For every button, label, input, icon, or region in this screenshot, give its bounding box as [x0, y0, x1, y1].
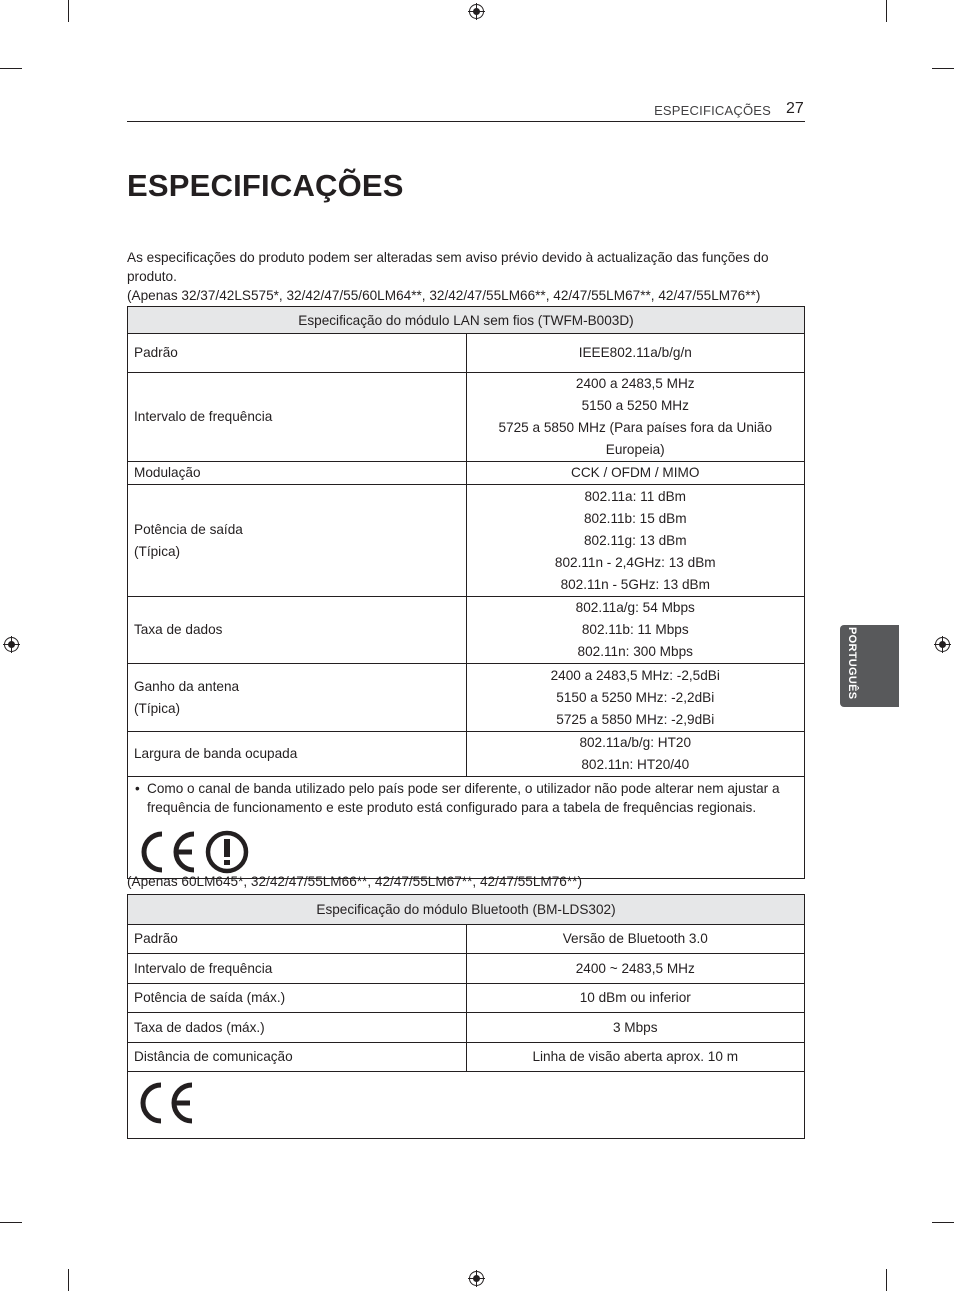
bt-row-label: Padrão — [128, 925, 467, 954]
value-line: 802.11a/g: 54 Mbps — [575, 600, 695, 615]
bt-row-value: Linha de visão aberta aprox. 10 m — [466, 1043, 805, 1072]
bt-models-note: (Apenas 60LM645*, 32/42/47/55LM66**, 42/47/55LM67**, 42/47/55LM76**) — [127, 874, 582, 889]
bt-row-value: 3 Mbps — [466, 1013, 805, 1043]
bt-row-label: Intervalo de frequência — [128, 954, 467, 984]
bt-row-label: Taxa de dados (máx.) — [128, 1013, 467, 1043]
value-line: 802.11b: 11 Mbps — [581, 622, 689, 637]
crop-mark — [886, 0, 887, 22]
language-side-tab — [840, 625, 899, 707]
lan-row-label: Taxa de dados — [128, 597, 467, 664]
bt-marks-cell — [128, 1072, 805, 1139]
value-line: 802.11a/b/g: HT20 — [579, 735, 692, 750]
lan-table-heading: Especificação do módulo LAN sem fios (TWFM-B003D) — [128, 307, 805, 334]
crop-mark — [0, 1222, 22, 1223]
registration-mark-icon — [3, 636, 20, 653]
lan-row-label — [128, 664, 467, 732]
value-line: 2400 a 2483,5 MHz — [575, 376, 695, 391]
footnote-text: Como o canal de banda utilizado pelo país pode ser diferente, o utilizador não pode alterar nem ajustar a frequência de funcionamento e este produto está configurado para a tabela de frequências regionais. — [147, 781, 780, 815]
value-line: 802.11b: 15 dBm — [583, 510, 687, 526]
bt-row-label: Potência de saída (máx.) — [128, 984, 467, 1013]
lan-row-label — [128, 485, 467, 597]
registration-mark-icon — [468, 1270, 485, 1287]
registration-mark-icon — [468, 3, 485, 20]
lan-row-label: Padrão — [128, 334, 467, 373]
ce-mark-icon — [134, 1082, 196, 1124]
label-line: (Típica) — [134, 700, 181, 716]
bt-table-heading: Especificação do módulo Bluetooth (BM-LDS302) — [128, 895, 805, 925]
running-header-section: ESPECIFICAÇÕES — [654, 103, 771, 118]
crop-mark — [68, 0, 69, 22]
bt-row-value: 2400 ~ 2483,5 MHz — [466, 954, 805, 984]
value-line: 802.11n: 300 Mbps — [577, 644, 693, 659]
lan-row-value — [466, 462, 805, 485]
lan-spec-table — [127, 306, 805, 879]
crop-mark — [0, 68, 22, 69]
lan-row-value — [466, 597, 805, 664]
lan-row-label: Largura de banda ocupada — [128, 732, 467, 777]
value-line: 5150 a 5250 MHz — [581, 398, 689, 413]
value-line: 802.11n: HT20/40 — [581, 757, 690, 772]
lan-row-value — [466, 732, 805, 777]
value-line: 5150 a 5250 MHz: -2,2dBi — [556, 689, 715, 705]
intro-description: As especificações do produto podem ser alteradas sem aviso prévio devido à actualização das funções do produto. — [127, 250, 769, 284]
value-line: 5725 a 5850 MHz: -2,9dBi — [556, 711, 715, 727]
intro-text — [127, 248, 807, 305]
registration-mark-icon — [934, 636, 951, 653]
crop-mark — [932, 1222, 954, 1223]
value-line: 5725 a 5850 MHz (Para países fora da União Europeia) — [498, 420, 773, 457]
footnote — [134, 779, 798, 817]
label-line: Potência de saída — [134, 521, 243, 537]
value-line: CCK / OFDM / MIMO — [571, 465, 700, 480]
bt-row-value: 10 dBm ou inferior — [466, 984, 805, 1013]
intro-models: (Apenas 32/37/42LS575*, 32/42/47/55/60LM64**, 32/42/47/55LM66**, 42/47/55LM67**, 42/47/55LM76**) — [127, 288, 761, 303]
value-line: 802.11g: 13 dBm — [583, 532, 687, 548]
page-number: 27 — [786, 100, 804, 117]
lan-row-value — [466, 664, 805, 732]
label-line: Ganho da antena — [134, 678, 240, 694]
language-tab-label: PORTUGUÊS — [846, 627, 858, 700]
value-line: IEEE802.11a/b/g/n — [578, 345, 692, 360]
compliance-marks — [134, 830, 798, 875]
header-rule — [127, 121, 805, 122]
page-title: ESPECIFICAÇÕES — [127, 168, 404, 203]
value-line: 2400 a 2483,5 MHz: -2,5dBi — [550, 667, 720, 683]
lan-row-label: Modulação — [128, 462, 467, 485]
value-line: 802.11n - 5GHz: 13 dBm — [560, 576, 710, 592]
value-line: 802.11a: 11 dBm — [584, 488, 687, 504]
ce-alert-mark-icon — [134, 830, 254, 875]
lan-row-value — [466, 485, 805, 597]
bt-spec-table — [127, 894, 805, 1139]
lan-row-value — [466, 334, 805, 373]
lan-row-label: Intervalo de frequência — [128, 373, 467, 462]
bt-row-value: Versão de Bluetooth 3.0 — [466, 925, 805, 954]
label-line: (Típica) — [134, 543, 181, 559]
value-line: 802.11n - 2,4GHz: 13 dBm — [554, 554, 716, 570]
crop-mark — [886, 1269, 887, 1291]
bullet-icon: • — [135, 781, 140, 796]
lan-footnote-cell — [128, 777, 805, 879]
lan-row-value — [466, 373, 805, 462]
crop-mark — [68, 1269, 69, 1291]
crop-mark — [932, 68, 954, 69]
bt-row-label: Distância de comunicação — [128, 1043, 467, 1072]
